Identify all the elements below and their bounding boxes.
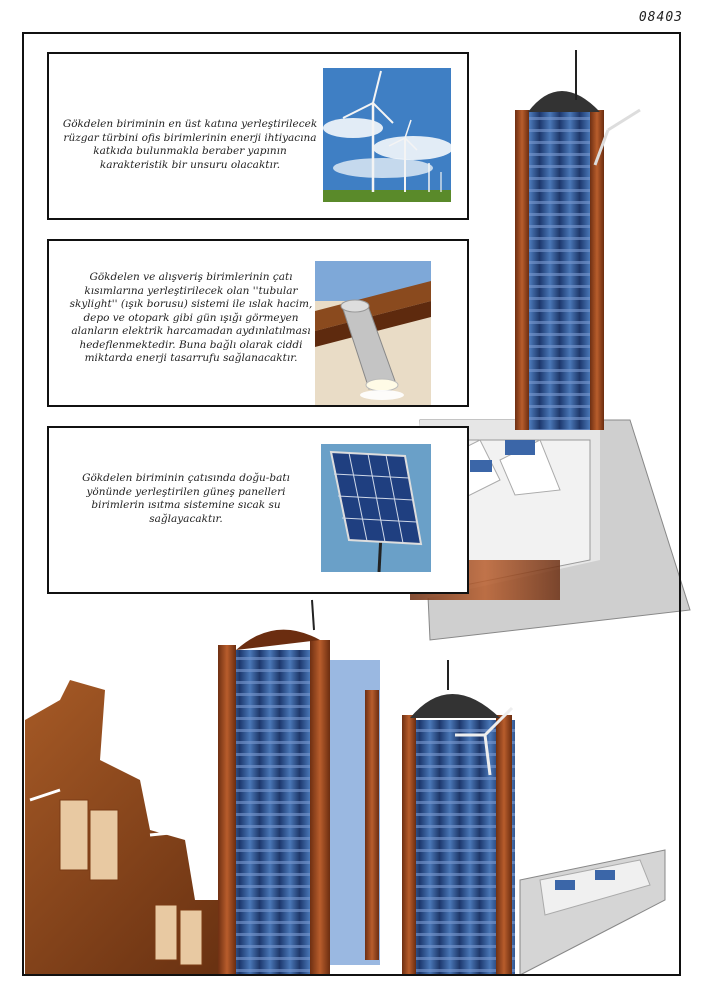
panel-text-tubular-skylight: Gökdelen ve alışveriş birimlerinin çatı kısımlarına yerleştirilecek olan ''tubular skylight'' (ışık borusu) sistemi ile ıslak hacim, depo ve otopark gibi gün ışığı görmeyen alanların elektrik harcamadan aydınlatılması hedeflenmektedir. Buna bağlı olarak ciddi miktarda enerji tasarrufu sağlanacaktır.	[69, 271, 313, 364]
solar-panel-photo	[321, 444, 431, 572]
panel-text-wind-turbine: Gökdelen biriminin en üst katına yerleştirilecek rüzgar türbini ofis birimlerinin enerji ihtiyacına katkıda bulunmakla beraber yapının karakteristik bir unsuru olacaktır.	[62, 118, 318, 171]
panel-solar-panel	[47, 426, 469, 594]
panel-tubular-skylight	[47, 239, 469, 407]
panel-text-solar-panel: Gökdelen biriminin çatısında doğu-batı yönünde yerleştirilen güneş panelleri birimlerin ısıtma sistemine sıcak su sağlayacaktır.	[82, 472, 290, 525]
panel-wind-turbine	[47, 52, 469, 220]
wind-turbine-photo	[323, 68, 451, 202]
page-number: 08403	[638, 10, 683, 25]
tubular-skylight-photo	[315, 261, 431, 405]
